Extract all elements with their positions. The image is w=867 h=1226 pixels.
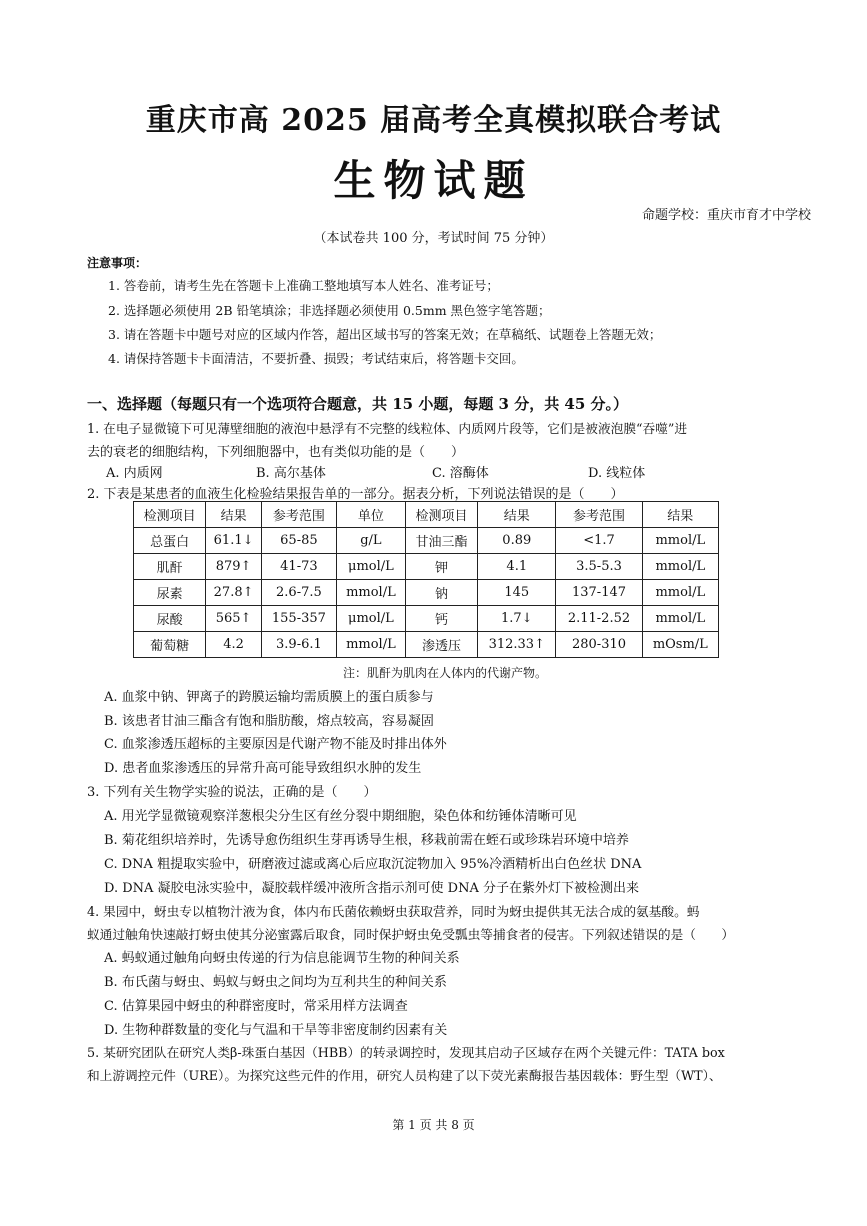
table-cell: 钠 [405, 580, 477, 606]
table-cell: 钙 [405, 606, 477, 632]
table-row [134, 606, 719, 632]
q3-option-a: A. 用光学显微镜观察洋葱根尖分生区有丝分裂中期细胞，染色体和纺锤体清晰可见 [104, 809, 577, 824]
table-cell: 甘油三酯 [405, 528, 477, 554]
question-2-stem: 2. 下表是某患者的血液生化检验结果报告单的一部分。据表分析，下列说法错误的是（ ） [87, 487, 624, 502]
table-cell: mOsm/L [642, 632, 718, 658]
col-header: 结果 [478, 502, 556, 528]
table-row [134, 632, 719, 658]
table-row [134, 528, 719, 554]
table-cell: 41-73 [261, 554, 336, 580]
col-header: 结果 [206, 502, 262, 528]
table-cell: 葡萄糖 [134, 632, 206, 658]
notice-item: 4. 请保持答题卡卡面清洁，不要折叠、损毁；考试结束后，将答题卡交回。 [108, 351, 524, 366]
table-cell: 879↑ [206, 554, 262, 580]
table-cell: 2.11-2.52 [556, 606, 642, 632]
table-cell: 280-310 [556, 632, 642, 658]
exam-info: （本试卷共 100 分，考试时间 75 分钟） [313, 231, 554, 246]
exam-title: 重庆市高 2025 届高考全真模拟联合考试 [145, 103, 722, 138]
table-cell: 565↑ [206, 606, 262, 632]
table-cell: 钾 [405, 554, 477, 580]
notice-item: 3. 请在答题卡中题号对应的区域内作答，超出区域书写的答案无效；在草稿纸、试题卷上答题无效； [108, 327, 662, 342]
q3-option-d: D. DNA 凝胶电泳实验中，凝胶载样缓冲液所含指示剂可使 DNA 分子在紫外灯下被检测出来 [104, 881, 639, 896]
table-cell: mmol/L [642, 554, 718, 580]
q2-option-d: D. 患者血浆渗透压的异常升高可能导致组织水肿的发生 [104, 761, 422, 776]
question-4-stem: 4. 果园中，蚜虫专以植物汁液为食，体内布氏菌依赖蚜虫获取营养，同时为蚜虫提供其无法合成的氨基酸。蚂 [87, 904, 700, 919]
subject-title: 生物试题 [333, 156, 534, 205]
section-heading: 一、选择题（每题只有一个选项符合题意，共 15 小题，每题 3 分，共 45 分。） [87, 395, 629, 413]
q1-option-c: C. 溶酶体 [432, 466, 489, 481]
table-cell: mmol/L [642, 580, 718, 606]
table-note: 注：肌酐为肌肉在人体内的代谢产物。 [343, 666, 548, 680]
table-cell: mmol/L [642, 528, 718, 554]
col-header: 单位 [336, 502, 405, 528]
table-cell: 1.7↓ [478, 606, 556, 632]
q4-option-c: C. 估算果园中蚜虫的种群密度时，常采用样方法调查 [104, 999, 408, 1014]
question-1-stem-cont: 去的衰老的细胞结构，下列细胞器中，也有类似功能的是（ ） [87, 445, 465, 460]
table-cell: 总蛋白 [134, 528, 206, 554]
table-cell: 3.5-5.3 [556, 554, 642, 580]
table-row [134, 580, 719, 606]
table-cell: 3.9-6.1 [261, 632, 336, 658]
question-4-stem-cont: 蚁通过触角快速敲打蚜虫使其分泌蜜露后取食，同时保护蚜虫免受瓢虫等捕食者的侵害。下列叙述错误的是（ ） [87, 927, 735, 942]
notice-item: 2. 选择题必须使用 2B 铅笔填涂；非选择题必须使用 0.5mm 黑色签字笔答题； [108, 303, 551, 318]
table-cell: <1.7 [556, 528, 642, 554]
table-cell: 肌酐 [134, 554, 206, 580]
q2-option-b: B. 该患者甘油三酯含有饱和脂肪酸，熔点较高，容易凝固 [104, 714, 434, 729]
col-header: 参考范围 [556, 502, 642, 528]
notice-heading: 注意事项： [87, 256, 148, 270]
col-header: 参考范围 [261, 502, 336, 528]
table-cell: 尿素 [134, 580, 206, 606]
table-cell: 2.6-7.5 [261, 580, 336, 606]
table-cell: 312.33↑ [478, 632, 556, 658]
q2-option-c: C. 血浆渗透压超标的主要原因是代谢产物不能及时排出体外 [104, 737, 447, 752]
q1-option-b: B. 高尔基体 [256, 466, 326, 481]
col-header: 结果 [642, 502, 718, 528]
table-cell: g/L [336, 528, 405, 554]
table-cell: 尿酸 [134, 606, 206, 632]
page-number: 第 1 页 共 8 页 [392, 1118, 475, 1132]
table-cell: 4.2 [206, 632, 262, 658]
table-cell: mmol/L [336, 632, 405, 658]
notice-item: 1. 答卷前，请考生先在答题卡上准确工整地填写本人姓名、准考证号； [108, 278, 499, 293]
col-header: 检测项目 [405, 502, 477, 528]
table-cell: 65-85 [261, 528, 336, 554]
table-cell: 145 [478, 580, 556, 606]
q3-option-b: B. 菊花组织培养时，先诱导愈伤组织生芽再诱导生根，移栽前需在蛭石或珍珠岩环境中培养 [104, 833, 629, 848]
table-cell: 155-357 [261, 606, 336, 632]
table-cell: μmol/L [336, 606, 405, 632]
table-cell: 61.1↓ [206, 528, 262, 554]
table-cell: μmol/L [336, 554, 405, 580]
table-header-row [134, 502, 719, 528]
table-cell: mmol/L [642, 606, 718, 632]
table-cell: 0.89 [478, 528, 556, 554]
q1-option-a: A. 内质网 [106, 466, 163, 481]
question-1-stem: 1. 在电子显微镜下可见薄壁细胞的液泡中悬浮有不完整的线粒体、内质网片段等，它们是被液泡膜“吞噬”进 [87, 421, 688, 436]
q2-option-a: A. 血浆中钠、钾离子的跨膜运输均需质膜上的蛋白质参与 [104, 690, 434, 705]
table-cell: 4.1 [478, 554, 556, 580]
col-header: 检测项目 [134, 502, 206, 528]
table-cell: 137-147 [556, 580, 642, 606]
question-3-stem: 3. 下列有关生物学实验的说法，正确的是（ ） [87, 785, 377, 800]
table-cell: mmol/L [336, 580, 405, 606]
question-5-stem: 5. 某研究团队在研究人类β-珠蛋白基因（HBB）的转录调控时，发现其启动子区域存在两个关键元件：TATA box [87, 1045, 725, 1060]
q4-option-b: B. 布氏菌与蚜虫、蚂蚁与蚜虫之间均为互利共生的种间关系 [104, 975, 447, 990]
blood-test-table [133, 501, 719, 658]
q1-option-d: D. 线粒体 [588, 466, 646, 481]
question-5-stem-cont: 和上游调控元件（URE）。为探究这些元件的作用，研究人员构建了以下荧光素酶报告基因载体：野生型（WT）、 [87, 1068, 722, 1083]
table-row [134, 554, 719, 580]
table-cell: 渗透压 [405, 632, 477, 658]
table-cell: 27.8↑ [206, 580, 262, 606]
q4-option-d: D. 生物种群数量的变化与气温和干旱等非密度制约因素有关 [104, 1023, 448, 1038]
q4-option-a: A. 蚂蚁通过触角向蚜虫传递的行为信息能调节生物的种间关系 [104, 951, 460, 966]
school-info: 命题学校：重庆市育才中学校 [641, 208, 811, 223]
q3-option-c: C. DNA 粗提取实验中，研磨液过滤或离心后应取沉淀物加入 95%冷酒精析出白色丝状 DNA [104, 857, 642, 872]
